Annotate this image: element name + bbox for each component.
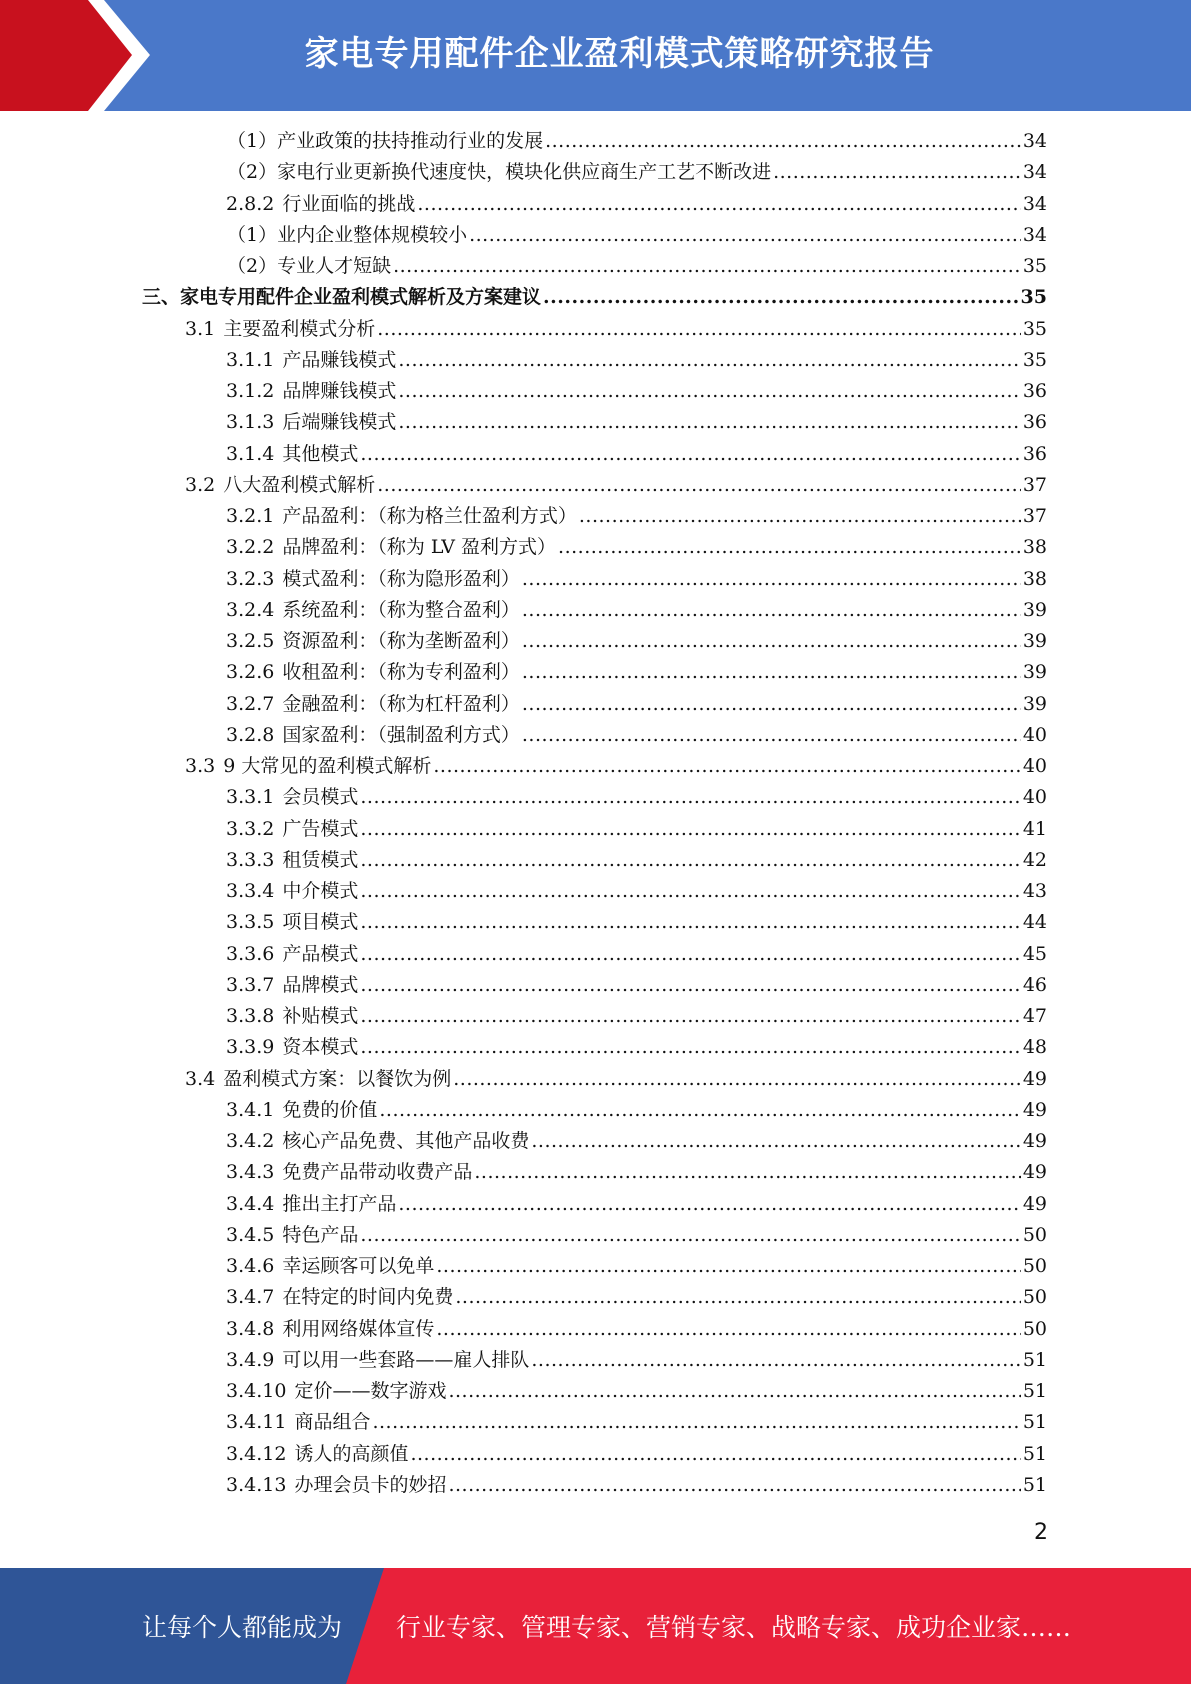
toc-entry-title: 定价——数字游戏 [294, 1380, 447, 1402]
toc-entry-page: 38 [1022, 536, 1047, 559]
toc-entry-number: 3.1.2 [226, 380, 275, 402]
toc-dot-leader [522, 626, 1021, 657]
toc-dot-leader [410, 1439, 1020, 1470]
toc-entry[interactable] [0, 439, 1047, 470]
toc-entry-number: 3.4 [185, 1067, 216, 1090]
toc-entry[interactable] [0, 782, 1047, 813]
toc-entry-title: 会员模式 [282, 786, 359, 809]
toc-entry-page: 46 [1022, 973, 1047, 996]
toc-entry-page: 35 [1022, 348, 1047, 371]
page-footer [0, 1568, 1191, 1684]
toc-entry[interactable] [0, 1251, 1047, 1282]
toc-dot-leader [436, 1314, 1020, 1345]
toc-entry[interactable] [0, 1001, 1047, 1032]
toc-entry[interactable] [0, 376, 1047, 407]
toc-entry[interactable] [0, 814, 1047, 845]
toc-entry[interactable] [0, 1376, 1047, 1407]
toc-dot-leader [360, 876, 1020, 907]
toc-entry-page: 51 [1022, 1442, 1047, 1465]
toc-entry-page: 39 [1022, 692, 1047, 715]
toc-entry-page: 40 [1022, 786, 1047, 809]
toc-dot-leader [360, 1032, 1020, 1063]
toc-entry-title: 三、家电专用配件企业盈利模式解析及方案建议 [142, 286, 542, 309]
toc-entry-page: 47 [1022, 1005, 1047, 1027]
toc-dot-leader [545, 126, 1021, 157]
toc-dot-leader [360, 970, 1020, 1001]
toc-entry-number: 3.3.1 [226, 786, 275, 809]
toc-dot-leader [360, 814, 1020, 845]
toc-dot-leader [531, 1126, 1020, 1157]
toc-entry-title: 推出主打产品 [282, 1192, 397, 1215]
toc-entry-page: 50 [1022, 1286, 1047, 1309]
toc-entry-number: 3.2 [185, 473, 216, 496]
toc-entry-page: 37 [1022, 505, 1047, 527]
toc-entry-title: 免费的价值 [282, 1098, 378, 1121]
toc-dot-leader [360, 1001, 1020, 1032]
toc-dot-leader [360, 845, 1020, 876]
toc-entry-title: 盈利模式方案：以餐饮为例 [223, 1067, 452, 1090]
toc-entry[interactable] [0, 689, 1047, 720]
toc-dot-leader [398, 376, 1020, 407]
toc-entry-page: 49 [1022, 1161, 1047, 1184]
toc-dot-leader [360, 439, 1020, 470]
toc-entry-number: 3.4.5 [226, 1223, 275, 1246]
toc-entry-number: 3.4.9 [226, 1348, 275, 1371]
toc-entry-page: 38 [1022, 567, 1047, 590]
toc-entry-page: 50 [1022, 1255, 1047, 1277]
toc-entry-title: 广告模式 [282, 817, 359, 840]
toc-dot-leader [455, 1282, 1020, 1313]
toc-dot-leader [579, 501, 1021, 532]
toc-entry-page: 39 [1022, 661, 1047, 684]
toc-entry[interactable] [0, 1157, 1047, 1188]
toc-entry-number: 3.2.7 [226, 692, 275, 715]
toc-entry-title: 产品赚钱模式 [282, 348, 397, 371]
toc-dot-leader [522, 689, 1021, 720]
toc-entry-page: 51 [1022, 1348, 1047, 1371]
toc-entry-number: 2.8.2 [226, 192, 275, 215]
toc-entry-page: 42 [1022, 848, 1047, 871]
toc-entry-page: 45 [1022, 942, 1047, 965]
toc-entry-title: 产品模式 [282, 942, 359, 965]
toc-entry-title: 产品盈利：（称为格兰仕盈利方式） [282, 505, 577, 527]
toc-entry-title: 模式盈利：（称为隐形盈利） [282, 567, 520, 590]
toc-entry[interactable] [0, 1470, 1047, 1501]
toc-entry-page: 51 [1022, 1473, 1047, 1496]
toc-entry[interactable] [0, 470, 1047, 501]
toc-dot-leader [372, 1407, 1020, 1438]
toc-dot-leader [448, 1470, 1020, 1501]
toc-entry[interactable] [0, 751, 1047, 782]
toc-entry[interactable] [0, 1439, 1047, 1470]
toc-entry-number: 3.4.11 [226, 1411, 287, 1434]
toc-entry-title: 幸运顾客可以免单 [282, 1255, 435, 1277]
toc-entry[interactable] [0, 251, 1047, 282]
toc-entry-number: 3.4.2 [226, 1130, 275, 1152]
toc-entry[interactable] [0, 532, 1047, 563]
toc-dot-leader [398, 345, 1020, 376]
toc-dot-leader [379, 1095, 1020, 1126]
toc-entry-page: 34 [1022, 223, 1047, 246]
toc-entry-page: 35 [1022, 255, 1047, 277]
toc-entry-number: 3.2.5 [226, 630, 275, 652]
toc-entry[interactable] [0, 564, 1047, 595]
toc-dot-leader [360, 939, 1020, 970]
toc-entry[interactable] [0, 907, 1047, 938]
toc-entry-number: 3.4.7 [226, 1286, 275, 1309]
toc-entry[interactable] [0, 1314, 1047, 1345]
toc-entry-page: 51 [1022, 1380, 1047, 1402]
toc-entry-title: 核心产品免费、其他产品收费 [282, 1130, 530, 1152]
toc-entry[interactable] [0, 1345, 1047, 1376]
toc-entry-page: 51 [1022, 1411, 1047, 1434]
toc-entry-page: 49 [1022, 1067, 1047, 1090]
toc-entry-title: 诱人的高颜值 [294, 1442, 409, 1465]
toc-dot-leader [522, 595, 1021, 626]
toc-entry[interactable] [0, 282, 1047, 313]
toc-dot-leader [360, 1220, 1020, 1251]
toc-entry-number: 3.3.9 [226, 1036, 275, 1059]
toc-entry-title: 9 大常见的盈利模式解析 [223, 755, 432, 777]
toc-entry-title: （1）业内企业整体规模较小 [227, 223, 468, 246]
toc-dot-leader [558, 532, 1021, 563]
toc-entry[interactable] [0, 407, 1047, 438]
toc-entry-title: 特色产品 [282, 1223, 359, 1246]
toc-entry-number: 3.2.6 [226, 661, 275, 684]
toc-entry-page: 35 [1022, 317, 1047, 340]
toc-entry-title: 行业面临的挑战 [282, 192, 416, 215]
toc-entry-page: 40 [1022, 755, 1047, 777]
toc-entry-number: 3.4.8 [226, 1317, 275, 1340]
toc-entry[interactable] [0, 1282, 1047, 1313]
toc-dot-leader [417, 189, 1020, 220]
toc-entry-number: 3.4.10 [226, 1380, 287, 1402]
toc-entry-page: 34 [1022, 161, 1047, 184]
toc-entry-number: 3.3.6 [226, 942, 275, 965]
toc-entry-title: 中介模式 [282, 880, 359, 902]
table-of-contents [0, 126, 1191, 1501]
toc-dot-leader [469, 220, 1021, 251]
toc-dot-leader [474, 1157, 1020, 1188]
toc-dot-leader [531, 1345, 1020, 1376]
toc-entry-title: 其他模式 [282, 442, 359, 465]
toc-entry[interactable] [0, 845, 1047, 876]
toc-entry[interactable] [0, 720, 1047, 751]
toc-entry-title: 主要盈利模式分析 [223, 317, 376, 340]
toc-entry-title: 资源盈利：（称为垄断盈利） [282, 630, 520, 652]
toc-entry-page: 44 [1022, 911, 1047, 934]
toc-entry-title: 商品组合 [294, 1411, 371, 1434]
toc-entry-number: 3.4.4 [226, 1192, 275, 1215]
toc-entry-page: 36 [1022, 442, 1047, 465]
toc-entry-number: 3.3 [185, 755, 216, 777]
toc-entry[interactable] [0, 1064, 1047, 1095]
toc-entry-title: 资本模式 [282, 1036, 359, 1059]
toc-entry-title: 在特定的时间内免费 [282, 1286, 454, 1309]
toc-entry-page: 39 [1022, 598, 1047, 621]
toc-entry[interactable] [0, 626, 1047, 657]
toc-entry-title: （2）家电行业更新换代速度快，模块化供应商生产工艺不断改进 [227, 161, 772, 184]
toc-entry[interactable] [0, 1407, 1047, 1438]
toc-entry-number: 3.1 [185, 317, 216, 340]
toc-entry-page: 50 [1022, 1223, 1047, 1246]
toc-entry[interactable] [0, 970, 1047, 1001]
toc-entry-number: 3.2.2 [226, 536, 275, 559]
toc-entry-number: 3.4.3 [226, 1161, 275, 1184]
toc-entry-page: 39 [1022, 630, 1047, 652]
footer-slogan-right: 行业专家、管理专家、营销专家、战略专家、成功企业家…… [396, 1613, 1072, 1642]
toc-dot-leader [773, 157, 1021, 188]
toc-entry-number: 3.2.4 [226, 598, 275, 621]
toc-entry-title: 八大盈利模式解析 [223, 473, 376, 496]
toc-entry-page: 34 [1022, 130, 1047, 152]
toc-entry-number: 3.3.3 [226, 848, 275, 871]
toc-entry-page: 35 [1020, 286, 1047, 309]
toc-entry-title: 办理会员卡的妙招 [294, 1473, 447, 1496]
toc-entry-page: 49 [1022, 1130, 1047, 1152]
toc-entry[interactable] [0, 501, 1047, 532]
toc-entry[interactable] [0, 595, 1047, 626]
page-number: 2 [1034, 1520, 1048, 1545]
toc-dot-leader [398, 1189, 1020, 1220]
toc-entry-title: 品牌模式 [282, 973, 359, 996]
toc-entry[interactable] [0, 1189, 1047, 1220]
toc-entry[interactable] [0, 345, 1047, 376]
toc-dot-leader [522, 720, 1021, 751]
toc-entry-page: 36 [1022, 380, 1047, 402]
toc-dot-leader [377, 470, 1021, 501]
toc-entry[interactable] [0, 189, 1047, 220]
toc-entry-number: 3.2.1 [226, 505, 275, 527]
toc-dot-leader [522, 657, 1021, 688]
toc-entry-title: 收租盈利：（称为专利盈利） [282, 661, 520, 684]
toc-entry[interactable] [0, 939, 1047, 970]
toc-entry-number: 3.3.4 [226, 880, 275, 902]
toc-dot-leader [377, 314, 1021, 345]
toc-dot-leader [433, 751, 1020, 782]
toc-entry-number: 3.2.8 [226, 723, 275, 746]
toc-entry-title: 系统盈利：（称为整合盈利） [282, 598, 520, 621]
toc-entry[interactable] [0, 1126, 1047, 1157]
toc-entry[interactable] [0, 1220, 1047, 1251]
toc-entry-title: 金融盈利：（称为杠杆盈利） [282, 692, 520, 715]
toc-entry-title: 租赁模式 [282, 848, 359, 871]
toc-entry-number: 3.3.7 [226, 973, 275, 996]
toc-entry[interactable] [0, 314, 1047, 345]
toc-entry-title: 后端赚钱模式 [282, 411, 397, 434]
toc-entry[interactable] [0, 220, 1047, 251]
toc-entry-number: 3.4.13 [226, 1473, 287, 1496]
toc-entry-page: 49 [1022, 1098, 1047, 1121]
toc-entry-page: 37 [1022, 473, 1047, 496]
toc-entry-number: 3.1.3 [226, 411, 275, 434]
toc-entry-title: 补贴模式 [282, 1005, 359, 1027]
toc-entry-title: 品牌赚钱模式 [282, 380, 397, 402]
toc-entry-number: 3.3.8 [226, 1005, 275, 1027]
toc-entry[interactable] [0, 1095, 1047, 1126]
toc-entry-number: 3.1.4 [226, 442, 275, 465]
toc-entry[interactable] [0, 876, 1047, 907]
toc-dot-leader [453, 1064, 1021, 1095]
toc-dot-leader [436, 1251, 1020, 1282]
toc-entry-page: 50 [1022, 1317, 1047, 1340]
toc-entry-title: 国家盈利：（强制盈利方式） [282, 723, 520, 746]
toc-entry-page: 36 [1022, 411, 1047, 434]
toc-entry-number: 3.3.2 [226, 817, 275, 840]
document-title: 家电专用配件企业盈利模式策略研究报告 [304, 34, 935, 74]
toc-entry-title: 可以用一些套路——雇人排队 [282, 1348, 530, 1371]
toc-entry-page: 34 [1022, 192, 1047, 215]
toc-entry-number: 3.4.6 [226, 1255, 275, 1277]
toc-dot-leader [398, 407, 1020, 438]
toc-dot-leader [522, 564, 1021, 595]
toc-entry-number: 3.4.1 [226, 1098, 275, 1121]
toc-entry-title: 品牌盈利：（称为 LV 盈利方式） [282, 536, 557, 559]
toc-entry-title: 利用网络媒体宣传 [282, 1317, 435, 1340]
toc-entry[interactable] [0, 657, 1047, 688]
toc-entry[interactable] [0, 157, 1047, 188]
toc-entry-page: 49 [1022, 1192, 1047, 1215]
page-header [0, 0, 1191, 111]
toc-entry[interactable] [0, 126, 1047, 157]
toc-entry-page: 41 [1022, 817, 1047, 840]
footer-slogan-left: 让每个人都能成为 [142, 1613, 343, 1642]
toc-entry-page: 40 [1022, 723, 1047, 746]
toc-entry-number: 3.2.3 [226, 567, 275, 590]
toc-entry[interactable] [0, 1032, 1047, 1063]
toc-entry-page: 43 [1022, 880, 1047, 902]
toc-entry-title: （1）产业政策的扶持推动行业的发展 [227, 130, 544, 152]
toc-dot-leader [393, 251, 1021, 282]
toc-dot-leader [448, 1376, 1020, 1407]
toc-entry-title: （2）专业人才短缺 [227, 255, 392, 277]
toc-entry-number: 3.1.1 [226, 348, 275, 371]
toc-dot-leader [360, 782, 1020, 813]
toc-entry-number: 3.3.5 [226, 911, 275, 934]
toc-entry-title: 项目模式 [282, 911, 359, 934]
toc-entry-title: 免费产品带动收费产品 [282, 1161, 473, 1184]
toc-entry-number: 3.4.12 [226, 1442, 287, 1465]
toc-entry-page: 48 [1022, 1036, 1047, 1059]
toc-dot-leader [543, 282, 1019, 313]
toc-dot-leader [360, 907, 1020, 938]
